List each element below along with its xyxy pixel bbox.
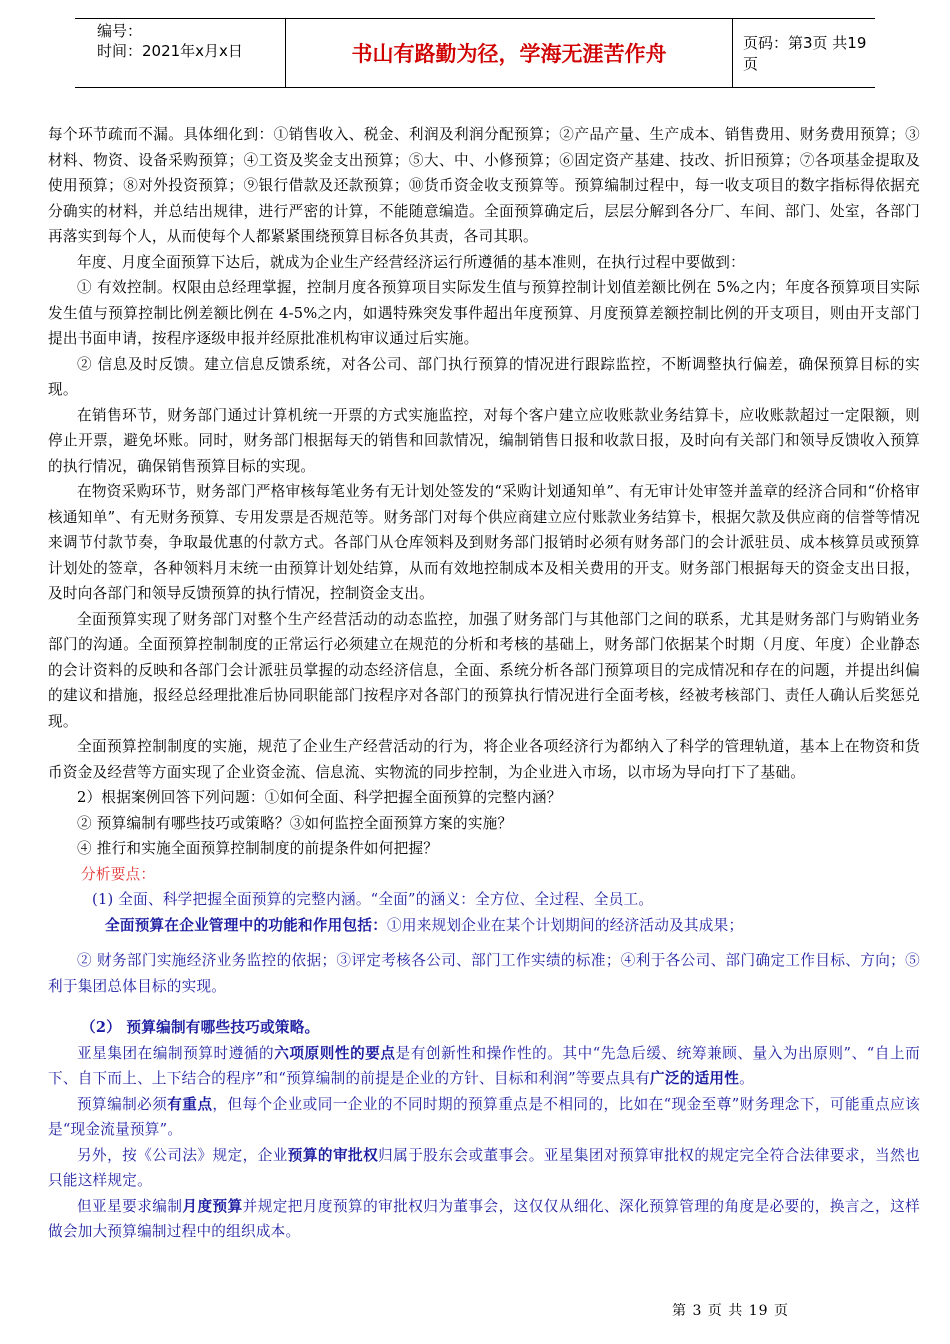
- header-motto: 书山有路勤为径，学海无涯苦作舟: [285, 19, 733, 87]
- analysis-text: 。: [739, 1070, 754, 1087]
- paragraph: 年度、月度全面预算下达后，就成为企业生产经营经济运行所遵循的基本准则，在执行过程中要做到：: [77, 253, 745, 271]
- analysis-text: ，但每个企业或同一企业的不同时期的预算重点是不相同的，比如在“现金至尊”财务理念下，可能重点应该是“现金流量预算”。: [48, 1095, 920, 1138]
- page-footer: 第 3 页 共 19 页: [672, 1303, 789, 1319]
- question: ④ 推行和实施全面预算控制制度的前提条件如何把握？: [77, 840, 439, 857]
- document-time-label: 时间：2021年x月x日: [97, 42, 243, 60]
- page-header: [75, 18, 875, 88]
- paragraph: 在物资采购环节，财务部门严格审核每笔业务有无计划处签发的“采购计划通知单”、有无审计处审签并盖章的经济合同和“价格审核通知单”、有无财务预算、专用发票是否规范等。财务部门对每个供应商建立应付账款业务结算卡，根据欠款及供应商的信誉等情况来调节付款节奏，争取最优惠的付款方式。各部门从仓库领料及到财务部门报销时必须有财务部门的会计派驻员、成本核算员或预算计划处的签章，各种领料月末统一由预算计划处结算，从而有效地控制成本及相关费用的开支。财务部门根据每天的资金支出日报，及时向各部门和领导反馈预算的执行情况，控制资金支出。: [48, 483, 920, 602]
- question: ② 预算编制有哪些技巧或策略？③如何监控全面预算方案的实施？: [77, 814, 513, 832]
- paragraph: 在销售环节，财务部门通过计算机统一开票的方式实施监控，对每个客户建立应收账款业务结算卡，应收账款超过一定限额，则停止开票，避免坏账。同时，财务部门根据每天的销售和回款情况，编制销售日报和收款日报，及时向有关部门和领导反馈收入预算的执行情况，确保销售预算目标的实现。: [48, 406, 920, 475]
- analysis-emphasis: 预算的审批权: [287, 1146, 379, 1164]
- analysis-paragraph: [48, 1092, 920, 1143]
- analysis-text: 并规定把月度预算的审批权归为董事会，这仅仅从细化、深化预算管理的角度是必要的，换言之，这样做会加大预算编制过程中的组织成本。: [48, 1197, 920, 1240]
- header-page-number: 页码：第3页 共19页: [743, 34, 867, 73]
- analysis-text: 预算编制必须: [77, 1095, 168, 1113]
- analysis-text: 但亚星要求编制: [77, 1197, 183, 1215]
- analysis-paragraph: [48, 1143, 920, 1194]
- analysis-text: 亚星集团在编制预算时遵循的: [77, 1044, 275, 1062]
- analysis-point: (1) 全面、科学把握全面预算的完整内涵。“全面”的涵义：全方位、全过程、全员工。: [92, 891, 654, 908]
- analysis-text: 归属于股东会或董事会。亚星集团对预算审批权的规定完全符合法律要求，当然也只能这样规定。: [48, 1146, 920, 1189]
- analysis-heading: 分析要点：: [81, 865, 156, 883]
- paragraph: 每个环节疏而不漏。具体细化到：①销售收入、税金、利润及利润分配预算；②产品产量、生产成本、销售费用、财务费用预算；③材料、物资、设备采购预算；④工资及奖金支出预算；⑤大、中、小修预算；⑥固定资产基建、技改、折旧预算；⑦各项基金提取及使用预算；⑧对外投资预算；⑨银行借款及还款预算；⑩货币资金收支预算等。预算编制过程中，每一收支项目的数字指标得依据充分确实的材料，并总结出规律，进行严密的计算，不能随意编造。全面预算确定后，层层分解到各分厂、车间、部门、处室，各部门再落实到每个人，从而使每个人都紧紧围绕预算目标各负其责，各司其职。: [48, 126, 920, 245]
- document-number-label: 编号：: [97, 22, 143, 40]
- analysis-emphasis: 月度预算: [182, 1197, 243, 1215]
- question: 2）根据案例回答下列问题：①如何全面、科学把握全面预算的完整内涵？: [77, 789, 562, 806]
- analysis-point: [48, 913, 920, 939]
- paragraph: 全面预算实现了财务部门对整个生产经营活动的动态监控，加强了财务部门与其他部门之间的联系，尤其是财务部门与购销业务部门的沟通。全面预算控制制度的正常运行必须建立在规范的分析和考核的基础上，财务部门依据某个时期（月度、年度）企业静态的会计资料的反映和各部门会计派驻员掌握的动态经济信息，全面、系统分析各部门预算项目的完成情况和存在的问题，并提出纠偏的建议和措施，报经总经理批准后协同职能部门按程序对各部门的预算执行情况进行全面考核，经被考核部门、责任人确认后奖惩兑现。: [48, 610, 920, 730]
- analysis-emphasis: 有重点: [167, 1095, 213, 1113]
- analysis-paragraph: [48, 1041, 920, 1092]
- analysis-emphasis: 广泛的适用性: [650, 1070, 740, 1087]
- paragraph: ① 有效控制。权限由总经理掌握，控制月度各预算项目实际发生值与预算控制计划值差额比例在 5%之内；年度各预算项目实际发生值与预算控制比例差额比例在 4-5%之内，如遇特殊突发事件超出年度预算、月度预算差额控制比例的开支项目，则由开支部门提出书面申请，按程序逐级申报并经原批准机构审议通过后实施。: [48, 279, 920, 347]
- analysis-text: 是有创新性和操作性的。其中“先急后缓、统筹兼顾、量入为出原则”、“自上而下、自下而上、上下结合的程序”和“预算编制的前提是企业的方针、目标和利润”等要点具有: [48, 1044, 920, 1087]
- analysis-emphasis: 全面预算在企业管理中的功能和作用包括：: [105, 916, 388, 934]
- analysis-text: 另外，按《公司法》规定，企业: [77, 1146, 288, 1164]
- analysis-emphasis: 六项原则性的要点: [274, 1044, 396, 1062]
- paragraph: 全面预算控制制度的实施，规范了企业生产经营活动的行为，将企业各项经济行为都纳入了科学的管理轨道，基本上在物资和货币资金及经营等方面实现了企业资金流、信息流、实物流的同步控制，为企业进入市场，以市场为导向打下了基础。: [48, 738, 920, 781]
- analysis-point: ② 财务部门实施经济业务监控的依据；③评定考核各公司、部门工作实绩的标准；④利于各公司、部门确定工作目标、方向；⑤利于集团总体目标的实现。: [48, 952, 920, 995]
- header-meta: [75, 19, 285, 87]
- analysis-subheading: （2） 预算编制有哪些技巧或策略。: [81, 1019, 320, 1036]
- analysis-paragraph: [48, 1194, 920, 1245]
- document-body: [48, 122, 920, 1245]
- analysis-text: ①用来规划企业在某个计划期间的经济活动及其成果；: [387, 916, 744, 934]
- paragraph: ② 信息及时反馈。建立信息反馈系统，对各公司、部门执行预算的情况进行跟踪监控，不断调整执行偏差，确保预算目标的实现。: [48, 355, 920, 398]
